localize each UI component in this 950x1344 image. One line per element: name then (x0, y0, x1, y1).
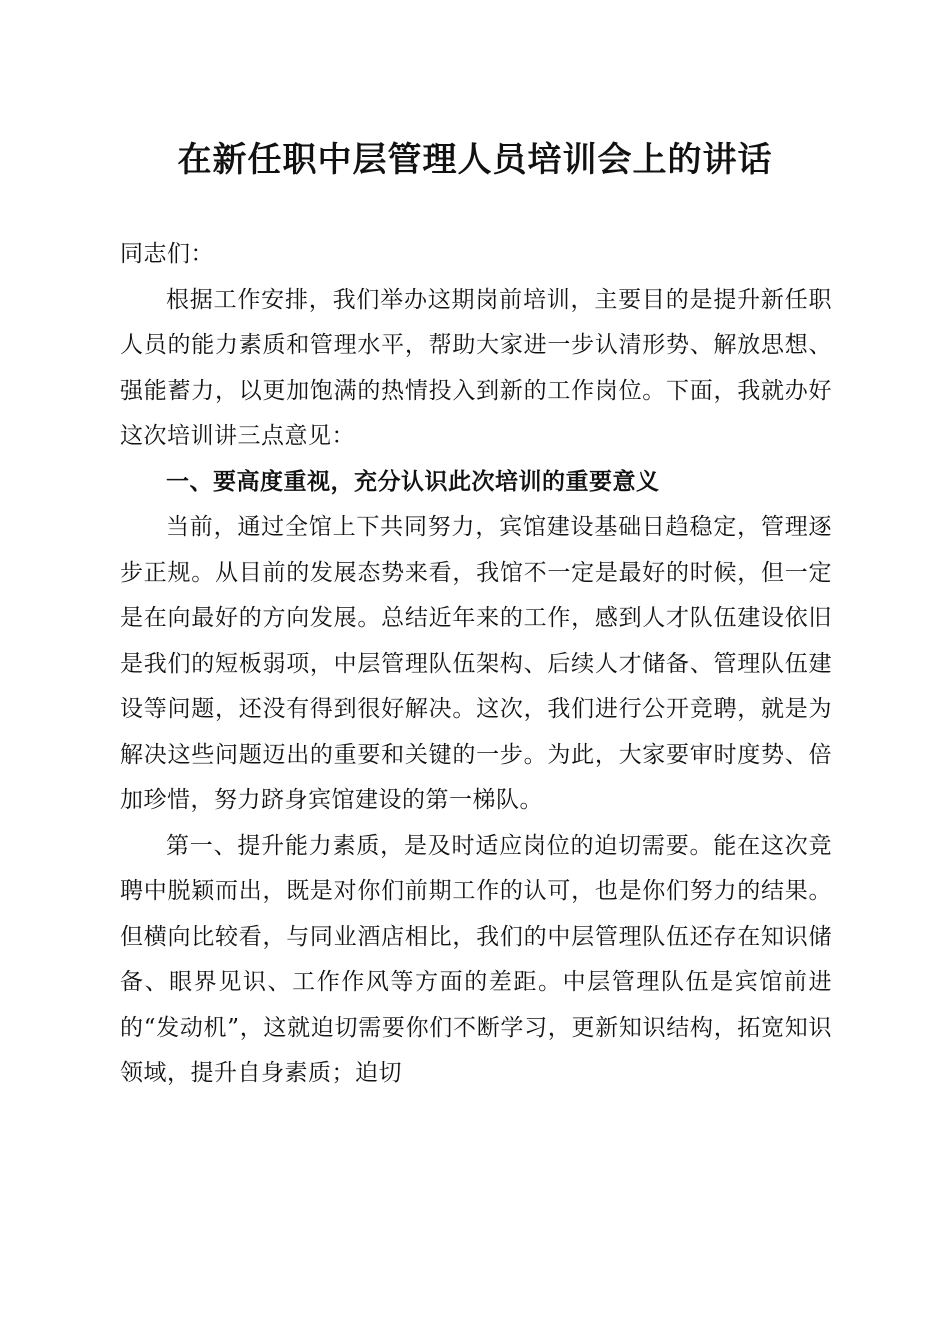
paragraph-current-situation: 当前，通过全馆上下共同努力，宾馆建设基础日趋稳定，管理逐步正规。从目前的发展态势来看，我馆不一定是最好的时候，但一定是在向最好的方向发展。总结近年来的工作，感到人才队伍建设依旧是我们的短板弱项，中层管理队伍架构、后续人才储备、管理队伍建设等问题，还没有得到很好解决。这次，我们进行公开竞聘，就是为解决这些问题迈出的重要和关键的一步。为此，大家要审时度势、倍加珍惜，努力跻身宾馆建设的第一梯队。 (120, 514, 832, 813)
salutation: 同志们： (120, 241, 214, 267)
document-body (120, 232, 832, 1097)
paragraph-first-point: 第一、提升能力素质，是及时适应岗位的迫切需要。能在这次竞聘中脱颖而出，既是对你们前期工作的认可，也是你们努力的结果。但横向比较看，与同业酒店相比，我们的中层管理队伍还存在知识储备、眼界见识、工作作风等方面的差距。中层管理队伍是宾馆前进的“发动机”，这就迫切需要你们不断学习，更新知识结构，拓宽知识领域，提升自身素质；迫切 (120, 832, 832, 1086)
section-heading-1: 一、要高度重视，充分认识此次培训的重要意义 (166, 468, 660, 495)
page-title: 在新任职中层管理人员培训会上的讲话 (177, 140, 773, 180)
paragraph-intro: 根据工作安排，我们举办这期岗前培训，主要目的是提升新任职人员的能力素质和管理水平，帮助大家进一步认清形势、解放思想、强能蓄力，以更加饱满的热情投入到新的工作岗位。下面，我就办好这次培训讲三点意见： (120, 286, 832, 449)
